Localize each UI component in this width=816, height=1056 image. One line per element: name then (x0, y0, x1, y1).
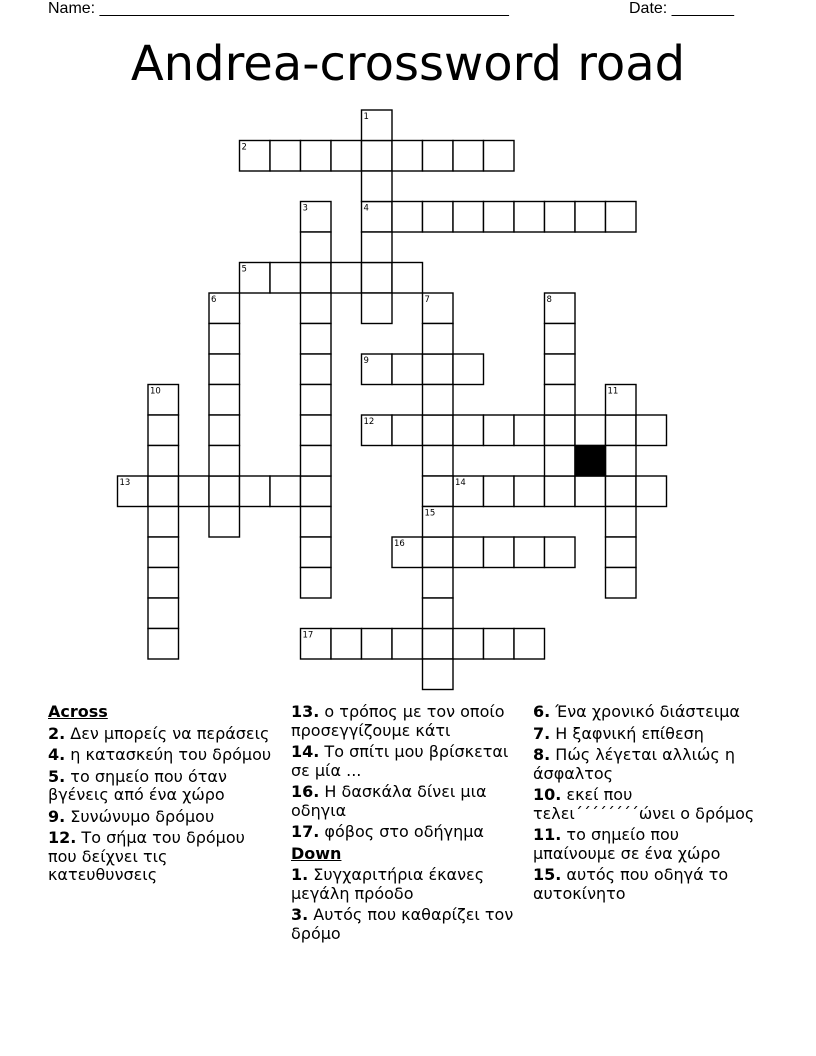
clue-text: φόβος στο οδήγημα (319, 822, 484, 841)
grid-cell[interactable] (484, 415, 515, 446)
cell-number-1: 1 (363, 112, 369, 122)
grid-cell[interactable] (270, 476, 301, 507)
grid-cell[interactable] (148, 476, 179, 507)
cell-number-11: 11 (607, 386, 619, 397)
grid-cell[interactable] (392, 415, 423, 446)
clue-text: η κατασκεύη του δρόμου (65, 745, 272, 764)
grid-cell[interactable] (453, 629, 484, 660)
page-title: Andrea-crossword road (130, 36, 686, 92)
grid-cell[interactable] (636, 415, 667, 446)
grid-cell[interactable] (301, 141, 332, 172)
grid-cell[interactable] (392, 202, 423, 233)
grid-cell[interactable] (148, 415, 179, 446)
clue-number: 14. (291, 742, 320, 761)
grid-cell[interactable] (423, 629, 454, 660)
down-clue (533, 826, 758, 863)
grid-cell[interactable] (606, 507, 637, 538)
grid-cell[interactable] (270, 263, 301, 294)
grid-cell[interactable] (148, 446, 179, 477)
grid-cell[interactable] (301, 507, 332, 538)
grid-cell[interactable] (423, 324, 454, 355)
clue-number: 15. (533, 865, 562, 884)
clue-text: αυτός που οδηγά το αυτοκίνητο (533, 865, 729, 903)
grid-cell[interactable] (301, 537, 332, 568)
clue-number: 17. (291, 822, 320, 841)
clue-text: Το σήμα του δρόμου που δείχνει τις κατευθυνσεις (48, 828, 245, 884)
down-heading: Down (291, 843, 342, 863)
down-clue (291, 906, 526, 943)
clue-number: 13. (291, 702, 320, 721)
grid-cell[interactable] (514, 415, 545, 446)
clue-text: εκεί που τελει΄΄΄΄΄΄΄΄ώνει ο δρόμος (533, 785, 755, 823)
grid-cell[interactable] (484, 629, 515, 660)
clues-column-1 (48, 703, 273, 888)
clue-number: 2. (48, 723, 66, 743)
clue-number: 11. (533, 825, 562, 844)
grid-cell[interactable] (575, 202, 606, 233)
grid-cell[interactable] (545, 324, 576, 355)
grid-cell[interactable] (545, 476, 576, 507)
grid-cell[interactable] (606, 476, 637, 507)
across-clue (291, 823, 526, 842)
cell-number-10: 10 (150, 386, 161, 397)
grid-cell[interactable] (240, 476, 271, 507)
grid-cell[interactable] (209, 324, 240, 355)
grid-cell[interactable] (362, 629, 393, 660)
down-clue (533, 746, 758, 783)
clue-text: το σημείο που μπαίνουμε σε ένα χώρο (533, 825, 721, 863)
grid-cell[interactable] (514, 537, 545, 568)
cell-number-5: 5 (241, 264, 247, 275)
grid-cell[interactable] (514, 202, 545, 233)
grid-cell[interactable] (545, 202, 576, 233)
down-clue (533, 866, 758, 903)
clue-text: το σημείο που όταν βγένεις από ένα χώρο (48, 766, 227, 804)
grid-cell[interactable] (179, 476, 210, 507)
grid-cell[interactable] (453, 141, 484, 172)
clue-text: Συνώνυμο δρόμου (65, 806, 215, 826)
clue-number: 8. (533, 745, 551, 764)
cell-number-2: 2 (241, 142, 247, 153)
grid-cell[interactable] (606, 446, 637, 477)
across-clue (48, 725, 273, 744)
grid-cell[interactable] (453, 415, 484, 446)
grid-cell[interactable] (423, 141, 454, 172)
clue-number: 4. (48, 745, 66, 764)
grid-cell[interactable] (423, 415, 454, 446)
grid-cell[interactable] (606, 202, 637, 233)
grid-cell[interactable] (606, 537, 637, 568)
grid-cell[interactable] (301, 476, 332, 507)
grid-cell[interactable] (453, 354, 484, 385)
grid-cell[interactable] (514, 476, 545, 507)
clue-number: 10. (533, 785, 562, 804)
grid-cell[interactable] (331, 263, 362, 294)
grid-cell[interactable] (453, 537, 484, 568)
grid-cell[interactable] (301, 324, 332, 355)
grid-cell[interactable] (484, 476, 515, 507)
cell-number-6: 6 (211, 295, 217, 305)
grid-cell[interactable] (209, 385, 240, 416)
clue-text: Συγχαριτήρια έκανες μεγάλη πρόοδο (291, 865, 485, 903)
across-heading: Across (48, 702, 108, 721)
grid-cell[interactable] (423, 598, 454, 629)
grid-cell[interactable] (545, 354, 576, 385)
clue-number: 5. (48, 766, 66, 786)
grid-cell[interactable] (301, 293, 332, 324)
blocked-cell (575, 446, 606, 477)
grid-cell[interactable] (362, 141, 393, 172)
cell-number-8: 8 (546, 295, 552, 305)
across-clue (291, 743, 526, 780)
cell-number-9: 9 (363, 356, 369, 366)
grid-cell[interactable] (301, 568, 332, 599)
grid-cell[interactable] (423, 568, 454, 599)
clue-text: Το σπίτι μου βρίσκεται σε μία ... (291, 742, 509, 780)
clue-text: Πώς λέγεται αλλιώς η άσφαλτος (533, 745, 736, 783)
clue-number: 16. (291, 782, 320, 801)
grid-cell[interactable] (362, 232, 393, 263)
grid-cell[interactable] (209, 476, 240, 507)
grid-cell[interactable] (423, 659, 454, 690)
cell-number-14: 14 (455, 478, 466, 488)
grid-cell[interactable] (423, 354, 454, 385)
grid-cell[interactable] (606, 415, 637, 446)
grid-cell[interactable] (148, 568, 179, 599)
across-clue (48, 768, 273, 805)
down-clue (291, 866, 526, 903)
cell-number-4: 4 (363, 203, 369, 214)
cell-number-13: 13 (119, 478, 131, 488)
grid-cell[interactable] (270, 141, 301, 172)
grid-cell[interactable] (362, 263, 393, 294)
grid-cell[interactable] (606, 568, 637, 599)
clue-number: 7. (533, 723, 551, 743)
cell-number-17: 17 (302, 630, 314, 641)
grid-cell[interactable] (331, 141, 362, 172)
grid-cell[interactable] (545, 415, 576, 446)
down-clue (533, 725, 758, 744)
clue-text: Η δασκάλα δίνει μια οδηγια (291, 782, 487, 820)
grid-cell[interactable] (545, 385, 576, 416)
across-clue (291, 703, 526, 740)
grid-cell[interactable] (423, 385, 454, 416)
grid-cell[interactable] (545, 537, 576, 568)
grid-cell[interactable] (148, 537, 179, 568)
down-clue (533, 786, 758, 823)
grid-cell[interactable] (514, 629, 545, 660)
clue-text: ο τρόπος με τον οποίο προσεγγίζουμε κάτι (291, 702, 505, 740)
clue-number: 3. (291, 905, 309, 924)
grid-cell[interactable] (209, 446, 240, 477)
cell-number-16: 16 (394, 539, 405, 549)
grid-cell[interactable] (575, 476, 606, 507)
cell-number-15: 15 (424, 508, 436, 519)
grid-cell[interactable] (392, 354, 423, 385)
grid-cell[interactable] (423, 202, 454, 233)
grid-cell[interactable] (209, 507, 240, 538)
grid-cell[interactable] (209, 415, 240, 446)
grid-cell[interactable] (301, 415, 332, 446)
grid-cell[interactable] (423, 476, 454, 507)
grid-cell[interactable] (423, 537, 454, 568)
clues-column-2 (291, 703, 526, 946)
grid-cell[interactable] (362, 171, 393, 202)
clue-number: 12. (48, 828, 77, 847)
clues-column-3 (533, 703, 758, 906)
grid-cell[interactable] (301, 232, 332, 263)
cell-number-3: 3 (302, 203, 308, 214)
across-clue (48, 808, 273, 827)
grid-cell[interactable] (301, 263, 332, 294)
grid-cell[interactable] (148, 629, 179, 660)
clue-number: 1. (291, 865, 309, 884)
grid-cell[interactable] (392, 629, 423, 660)
grid-cell[interactable] (636, 476, 667, 507)
grid-cell[interactable] (301, 385, 332, 416)
clue-text: Δεν μπορείς να περάσεις (65, 723, 270, 743)
grid-cell[interactable] (148, 507, 179, 538)
grid-cell[interactable] (453, 202, 484, 233)
grid-cell[interactable] (484, 141, 515, 172)
clue-number: 6. (533, 702, 551, 721)
clue-text: Ένα χρονικό διάστειμα (550, 702, 740, 721)
grid-cell[interactable] (331, 629, 362, 660)
grid-cell[interactable] (301, 446, 332, 477)
grid-cell[interactable] (545, 446, 576, 477)
grid-cell[interactable] (392, 263, 423, 294)
across-clue (48, 746, 273, 765)
grid-cell[interactable] (484, 537, 515, 568)
across-clue (291, 783, 526, 820)
grid-cell[interactable] (392, 141, 423, 172)
grid-cell[interactable] (148, 598, 179, 629)
grid-cell[interactable] (423, 446, 454, 477)
grid-cell[interactable] (575, 415, 606, 446)
across-clue (48, 829, 273, 885)
grid-cell[interactable] (209, 354, 240, 385)
grid-cell[interactable] (301, 354, 332, 385)
cell-number-12: 12 (363, 417, 375, 427)
grid-cell[interactable] (484, 202, 515, 233)
clue-text: Η ξαφνική επίθεση (550, 723, 704, 743)
date-field-label: Date: _______ (629, 0, 734, 17)
clue-number: 9. (48, 806, 66, 826)
down-clue (533, 703, 758, 722)
name-field-label: Name: ______________________________________________ (48, 0, 509, 17)
grid-cell[interactable] (362, 293, 393, 324)
clue-text: Αυτός που καθαρίζει τον δρόμο (291, 905, 514, 943)
cell-number-7: 7 (424, 295, 430, 305)
